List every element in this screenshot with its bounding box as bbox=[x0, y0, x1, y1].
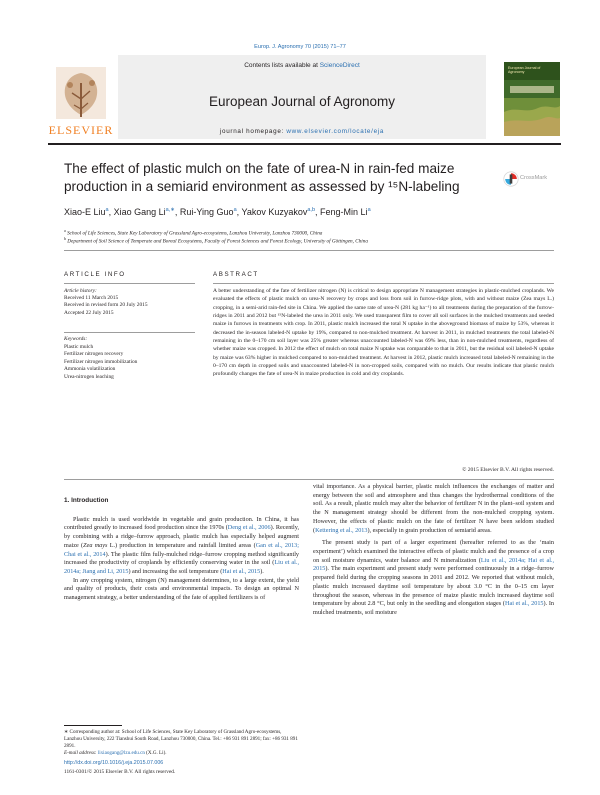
journal-homepage bbox=[118, 128, 486, 135]
body-paragraph bbox=[64, 516, 299, 577]
abstract-rule bbox=[213, 283, 554, 284]
journal-citation[interactable]: Europ. J. Agronomy 70 (2015) 71–77 bbox=[254, 44, 346, 50]
abstract-text: A better understanding of the fate of fertilizer nitrogen (N) is critical to design appropriate N management strategies in plastic-mulched croplands. We evaluated the effects of plastic mulch on urea-N recovery by crops and loss from soil in furrow-ridge plots, with and without maize (Zea mays L.) cropping, in a semi-arid rain-fed site in China. We applied the same rate of urea-N (281 kg ha⁻¹) to all treatments during the preparation of the furrow-ridges in 2011 and 2012 but ¹⁵N-labeled the urea in 2011 only. We used transparent film to cover all soil surfaces in the mulched treatments and seeded maize in furrows in treatments with crop. In 2011, plastic mulch increased the total N uptake in the aboveground biomass of maize by 53%, whereas it decreased the in-season labeled-N uptake by 19%, compared to non-mulched treatment. At harvest in 2011, in mulched treatments the total labeled-N remaining in the 0–170 cm soil layer was 25% greater whereas unaccounted labeled-N was 69% less, than in non-mulched treatments, regardless of whether maize was cropped. In 2012 the effect of mulch on total maize N uptake was comparable to that in 2011, but the residual soil labeled-N uptake by maize was 63% higher in mulched compared to non-mulched treatment. At harvest in 2012, plastic mulch increased total labeled-N remaining in the 0–170 cm depth in cropped soils and unaccounted labeled-N in non-cropped soils, compared with no mulch. Our results indicate that plastic mulch profoundly changes the fate of urea-N in maize production in cold and dry croplands. bbox=[213, 288, 554, 378]
author-affiliation-mark[interactable]: a,b bbox=[307, 207, 316, 213]
keyword: Fertilizer nitrogen recovery bbox=[64, 351, 124, 357]
article-info-heading: ARTICLE INFO bbox=[64, 271, 126, 278]
body-paragraph: In any cropping system, nitrogen (N) management determines, to a large extent, the yield and quality of products, their costs and environmental impacts. To design an optimal N management strategy, a better understanding of the fate of applied fertilizers is of bbox=[64, 576, 299, 602]
keywords-label: Keywords: bbox=[64, 336, 88, 342]
citation-link[interactable]: Deng et al., 2006 bbox=[227, 524, 271, 532]
author-name[interactable]: Feng-Min Li bbox=[320, 207, 368, 217]
abstract-copyright: © 2015 Elsevier B.V. All rights reserved. bbox=[462, 467, 554, 473]
text-run: ), especially in grain production of semiarid areas. bbox=[367, 526, 492, 534]
author-affiliation-mark[interactable]: a bbox=[367, 207, 371, 213]
text-run: ). bbox=[260, 568, 264, 576]
author-name[interactable]: Xiao Gang Li bbox=[113, 207, 166, 217]
text-run: The present study is part of a larger experiment (hereafter referred to as the ‘main experiment’) which examined the interactive effects of plastic mulch and the presence of a crop on soil moisture dynamics, water balance and N mineralization ( bbox=[313, 539, 554, 564]
crossmark-icon bbox=[503, 171, 519, 187]
doi-link[interactable]: http://dx.doi.org/10.1016/j.eja.2015.07.006 bbox=[64, 760, 164, 766]
author-affiliation-mark[interactable]: a bbox=[105, 207, 109, 213]
footnote-rule bbox=[64, 725, 122, 726]
issn-line: 1161-0301/© 2015 Elsevier B.V. All rights reserved. bbox=[64, 769, 176, 775]
article-history bbox=[64, 288, 195, 317]
author-name[interactable]: Xiao-E Liu bbox=[64, 207, 106, 217]
keywords-rule bbox=[64, 332, 195, 333]
text-run: ). The plastic film fully-mulched ridge–furrow cropping method significantly increased the productivity of croplands by efficiently conserving water in the soil ( bbox=[64, 550, 300, 567]
article-info-rule bbox=[64, 283, 195, 284]
body-paragraph bbox=[313, 539, 554, 617]
citation-link[interactable]: Hai et al., 2015 bbox=[504, 600, 544, 608]
journal-header-box bbox=[118, 55, 486, 139]
citation-link[interactable]: Kettering et al., 2013 bbox=[315, 526, 368, 534]
homepage-link[interactable]: www.elsevier.com/locate/eja bbox=[286, 128, 385, 135]
contents-prefix: Contents lists available at bbox=[244, 62, 320, 69]
article-title: The effect of plastic mulch on the fate of urea-N in rain-fed maize production in a semiarid environment as assessed by ¹⁵N-labeling bbox=[64, 161, 460, 194]
affiliation-mark: a bbox=[64, 228, 66, 233]
affiliation bbox=[64, 236, 554, 245]
elsevier-wordmark: ELSEVIER bbox=[48, 123, 114, 137]
citation-link[interactable]: Liu et al., 2014a; Jiang and Li, 2015 bbox=[64, 559, 299, 576]
email-label: E-mail address: bbox=[64, 749, 97, 756]
affiliation-text: Department of Soil Science of Temperate and Boreal Ecosystems, Faculty of Forest Sciences and Forest Ecology, University of Göttingen, China bbox=[67, 238, 368, 245]
text-run: ). The main experiment and present study were performed continuously in a ridge–furrow prepared field during the cropping seasons in 2011 and 2012. We reported that without mulch, plastic mulch increased daytime soil temperature by about 3.0 °C in the 0–15 cm layer throughout the season, whereas in the presence of maize plastic mulch increased daytime soil temperature by about 2.8 °C, but only in the seedling and elongation stages ( bbox=[313, 565, 554, 608]
keyword: Ammonia volatilization bbox=[64, 366, 116, 372]
homepage-prefix: journal homepage: bbox=[219, 128, 287, 135]
author-affiliation-mark[interactable]: a bbox=[233, 207, 237, 213]
cover-title: European Journal of Agronomy bbox=[508, 66, 541, 75]
text-run: vital importance. As a physical barrier, plastic mulch influences the exchanges of matter and energy between the soil and atmosphere and thus changes the hydrothermal conditions of the soil. As a result, plastic mulch may alter the behavior of fertilizer N in the plant–soil system and the N management strategy should be different from the non-mulched cropping system. However, the effects of plastic mulch on the fate of fertilizer N have been seldom studied ( bbox=[313, 483, 554, 534]
abstract-bottom-rule bbox=[64, 479, 554, 480]
abstract-heading: ABSTRACT bbox=[213, 271, 259, 278]
contents-line bbox=[118, 62, 486, 69]
keywords-list bbox=[64, 336, 195, 381]
author-name[interactable]: Rui-Ying Guo bbox=[179, 207, 234, 217]
journal-title: European Journal of Agronomy bbox=[208, 94, 396, 109]
citation-link[interactable]: Gan et al., 2013; Chai et al., 2014 bbox=[64, 541, 299, 558]
author-name[interactable]: Yakov Kuzyakov bbox=[241, 207, 308, 217]
email-suffix: (X.G. Li). bbox=[144, 749, 167, 756]
keyword: Urea-nitrogen leaching bbox=[64, 373, 114, 380]
email-link[interactable]: lixiaogang@lzu.edu.cn bbox=[97, 749, 145, 756]
affiliation-mark: b bbox=[64, 236, 66, 241]
sciencedirect-link[interactable]: ScienceDirect bbox=[319, 62, 360, 69]
history-label: Article history: bbox=[64, 288, 97, 294]
citation-link[interactable]: Liu et al., 2014a; Hai et al., 2015 bbox=[313, 556, 555, 573]
elsevier-logo[interactable] bbox=[48, 65, 114, 139]
text-run: L.) production in temperature and rainfall limited areas ( bbox=[107, 541, 256, 549]
received-date: Received 11 March 2015 bbox=[64, 295, 119, 302]
corresponding-author-footnote bbox=[64, 729, 299, 757]
revised-date: Received in revised form 20 July 2015 bbox=[64, 302, 148, 309]
journal-cover-image bbox=[504, 62, 560, 136]
text-run: ) and increasing the soil temperature ( bbox=[128, 568, 223, 576]
body-column-right bbox=[313, 483, 554, 618]
text-run: ). Recently, by combining with a ridge–furrow approach, plastic mulch has especially helped augment maize ( bbox=[64, 524, 299, 549]
accepted-date: Accepted 22 July 2015 bbox=[64, 309, 114, 316]
author-list: Xiao-E Liu$^a$, Xiao Gang $Li^{a,∗}$, Rui-Ying Guo$^a$, Yakov Kuzyakov$^{a,b}$, Feng-Min Li$^a$ bbox=[64, 207, 371, 217]
crossmark-badge[interactable] bbox=[503, 171, 548, 187]
email-line bbox=[64, 750, 299, 757]
corresponding-author-text: ∗ Corresponding author at: School of Life Sciences, State Key Laboratory of Grassland Agro-ecosystems, Lanzhou University, 222 Tianshui South Road, Lanzhou 730000, China. Tel.: +86 931 891 2891; fax: +86 931 891 2891. bbox=[64, 729, 298, 749]
body-column-left bbox=[64, 483, 299, 603]
keyword: Fertilizer nitrogen immobilization bbox=[64, 358, 138, 365]
keyword: Plastic mulch bbox=[64, 343, 94, 350]
section-heading: 1. Introduction bbox=[64, 497, 109, 504]
text-run: Plastic mulch is used worldwide in vegetable and grain production. In China, it has contributed greatly to increased food production since the 1970s ( bbox=[64, 515, 299, 532]
affiliation-text: School of Life Sciences, State Key Laboratory of Grassland Agro-ecosystems, Lanzhou University, Lanzhou 730000, China bbox=[67, 230, 323, 237]
species-name: Zea mays bbox=[83, 541, 108, 549]
header-rule bbox=[48, 143, 561, 145]
journal-header bbox=[48, 55, 561, 139]
affiliation-rule bbox=[64, 250, 554, 251]
text-run: ). In mulched treatments, soil moisture bbox=[313, 600, 555, 617]
citation-link[interactable]: Hai et al., 2015 bbox=[222, 568, 261, 576]
author-affiliation-mark[interactable]: a,∗ bbox=[165, 207, 175, 213]
body-paragraph bbox=[313, 483, 554, 535]
crossmark-label: CrossMark bbox=[520, 175, 548, 181]
